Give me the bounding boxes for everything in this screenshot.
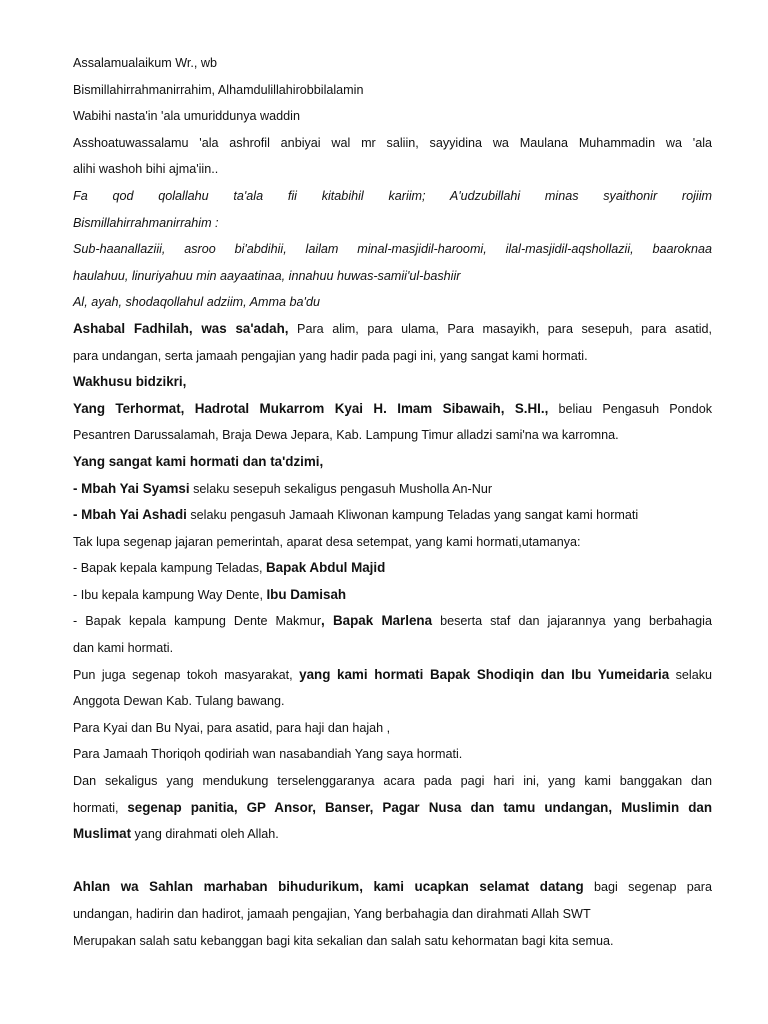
list-item	[73, 555, 712, 582]
paragraph-gap	[73, 848, 712, 875]
list-item-text: selaku sesepuh sekaligus pengasuh Musholla An-Nur	[189, 481, 493, 496]
verse-line: haulahuu, linuriyahuu min aayaatinaa, innahuu huwas-samii'ul-bashiir	[73, 268, 461, 283]
greeting-line: Assalamualaikum Wr., wb	[73, 56, 217, 70]
supporters-line: Dan sekaligus yang mendukung terselenggaranya acara pada pagi hari ini, yang kami banggakan dan	[73, 774, 712, 789]
greeting-line: Wabihi nasta'in 'ala umuriddunya waddin	[73, 109, 300, 124]
supporters-bold: Muslimat	[73, 826, 132, 842]
shalawat-line: alihi washoh bihi ajma'iin..	[73, 162, 219, 177]
salutation-paragraph	[73, 316, 712, 343]
honoree-bold: Yang Terhormat, Hadrotal Mukarrom Kyai H. Imam Sibawaih, S.HI.,	[73, 400, 549, 416]
welcome-text: bagi segenap para	[583, 880, 712, 895]
list-item-name: - Mbah Yai Syamsi	[73, 480, 190, 496]
salutation-line: para undangan, serta jamaah pengajian yang hadir pada pagi ini, yang sangat kami hormati.	[73, 348, 588, 363]
government-line: Tak lupa segenap jajaran pemerintah, aparat desa setempat, yang kami hormati,utamanya:	[73, 534, 581, 549]
jamaah-line: Para Jamaah Thoriqoh qodiriah wan nasabandiah Yang saya hormati.	[73, 747, 463, 762]
list-item-name: Bapak Abdul Majid	[266, 560, 386, 576]
list-item	[73, 476, 712, 503]
respect-heading: Yang sangat kami hormati dan ta'dzimi,	[73, 453, 324, 469]
community-bold: yang kami hormati Bapak Shodiqin dan Ibu Yumeidaria	[299, 666, 670, 682]
welcome-paragraph	[73, 874, 712, 901]
community-line: Anggota Dewan Kab. Tulang bawang.	[73, 694, 285, 709]
supporters-paragraph	[73, 795, 712, 822]
quran-intro-line: Bismillahirrahmanirrahim :	[73, 215, 219, 230]
list-item-text: - Bapak kepala kampung Teladas,	[73, 561, 266, 576]
document-page	[73, 50, 712, 954]
honoree-paragraph	[73, 396, 712, 423]
salutation-text: Para alim, para ulama, Para masayikh, para sesepuh, para asatid,	[288, 321, 713, 336]
list-item	[73, 502, 712, 529]
salutation-bold: Ashabal Fadhilah, was sa'adah,	[73, 320, 289, 336]
list-item-text: selaku pengasuh Jamaah Kliwonan kampung Teladas yang sangat kami hormati	[186, 508, 639, 523]
list-item-name: Ibu Damisah	[266, 586, 347, 602]
list-item-text: - Ibu kepala kampung Way Dente,	[73, 587, 267, 602]
supporters-text: yang dirahmati oleh Allah.	[131, 827, 279, 842]
list-item	[73, 608, 712, 635]
shalawat-line: Asshoatuwassalamu 'ala ashrofil anbiyai wal mr saliin, sayyidina wa Maulana Muhammadin wa 'ala	[73, 135, 712, 150]
list-item-continuation: dan kami hormati.	[73, 641, 174, 656]
list-item-text: beserta staf dan jajarannya yang berbahagia	[432, 614, 712, 629]
wakhusu-heading: Wakhusu bidzikri,	[73, 374, 187, 390]
community-text: Pun juga segenap tokoh masyarakat,	[73, 667, 300, 682]
list-item	[73, 582, 712, 609]
welcome-bold: Ahlan wa Sahlan marhaban bihudurikum, kami ucapkan selamat datang	[73, 879, 584, 895]
community-text: selaku	[669, 667, 712, 682]
supporters-paragraph	[73, 821, 712, 848]
supporters-text: hormati,	[73, 800, 128, 815]
honoree-text: beliau Pengasuh Pondok	[548, 401, 712, 416]
welcome-line: undangan, hadirin dan hadirot, jamaah pengajian, Yang berbahagia dan dirahmati Allah SWT	[73, 907, 591, 921]
supporters-bold: segenap panitia, GP Ansor, Banser, Pagar Nusa dan tamu undangan, Muslimin dan	[127, 799, 712, 815]
kyai-line: Para Kyai dan Bu Nyai, para asatid, para haji dan hajah ,	[73, 720, 391, 735]
basmalah-line: Bismillahirrahmanirrahim, Alhamdulillahirobbilalamin	[73, 82, 364, 97]
list-item-name: - Mbah Yai Ashadi	[73, 507, 187, 523]
list-item-name: , Bapak Marlena	[321, 613, 433, 629]
closing-line: Merupakan salah satu kebanggan bagi kita sekalian dan salah satu kehormatan bagi kita semua.	[73, 933, 614, 948]
verse-line: Sub-haanallaziii, asroo bi'abdihii, lailam minal-masjidil-haroomi, ilal-masjidil-aqshollazii, baaroknaa	[73, 242, 712, 257]
list-item-text: - Bapak kepala kampung Dente Makmur	[73, 614, 322, 629]
honoree-line: Pesantren Darussalamah, Braja Dewa Jepara, Kab. Lampung Timur alladzi sami'na wa karromna.	[73, 428, 619, 443]
community-paragraph	[73, 662, 712, 689]
verse-line: Al, ayah, shodaqollahul adziim, Amma ba'du	[73, 295, 320, 310]
quran-intro-line: Fa qod qolallahu ta'ala fii kitabihil kariim; A'udzubillahi minas syaithonir rojiim	[73, 188, 712, 203]
